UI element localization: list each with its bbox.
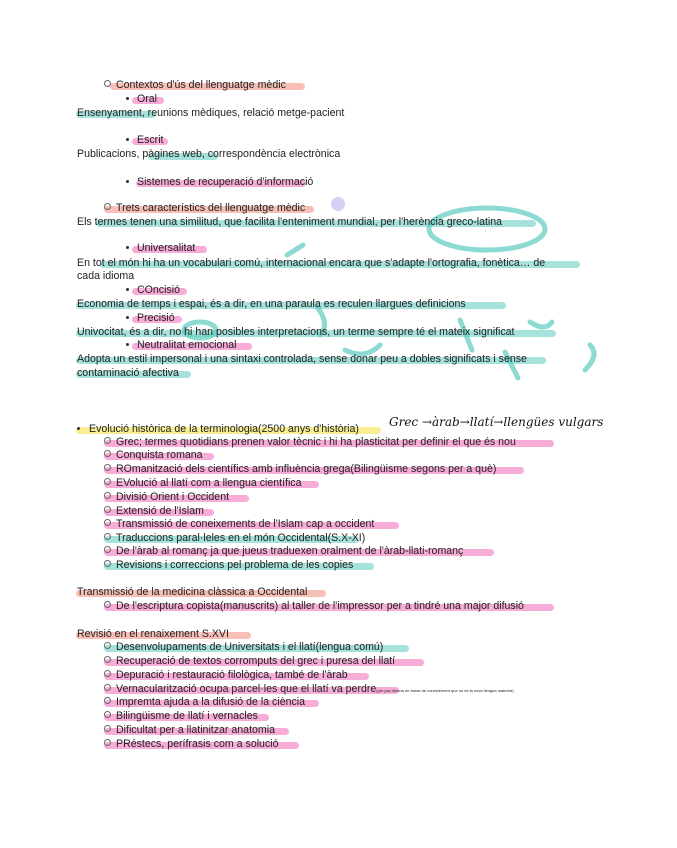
universalitat-item: [126, 242, 195, 255]
concisio-item: [126, 284, 180, 297]
universalitat-label: Universalitat: [137, 242, 196, 254]
contextos-item: [104, 79, 286, 92]
neutralitat-text-1: Adopta un estil impersonal i una sintaxi controlada, sense donar peu a dobles significats i sense: [77, 353, 527, 365]
escrit-item: [126, 134, 163, 147]
list-item: Desenvolupaments de Universitats i el llatí(lengua comú): [104, 641, 383, 654]
list-item: Grec; termes quotidians prenen valor tècnic i hi ha plasticitat per definir el que és nou: [104, 436, 516, 449]
list-item: Bilingüisme de llatí i vernacles: [104, 710, 258, 723]
list-item: Recuperació de textos corromputs del grec i puresa del llatí: [104, 655, 395, 668]
list-item: PRéstecs, perífrasis com a solució: [104, 738, 279, 751]
neutralitat-text-2: contaminació afectiva: [77, 367, 179, 379]
trets-label: Trets característics del llenguatge mèdic: [116, 202, 306, 214]
oral-label: Oral: [137, 93, 158, 105]
trets-item: [104, 202, 305, 215]
list-item: Extensió de l'Islam: [104, 505, 204, 518]
list-item: Divisió Orient i Occident: [104, 491, 229, 504]
precisio-label: Precisió: [137, 312, 175, 324]
trets-text: Els termes tenen una similitud, que facilita l'enteniment mundial, per l'herència greco-latina: [77, 216, 503, 228]
list-item: De l'àrab al romanç ja que jueus traduexen oralment de l'àrab-llati-romanç: [104, 545, 463, 558]
universalitat-text-2: cada idioma: [77, 270, 135, 282]
list-item: EVolució al llatí com a llengua científica: [104, 477, 302, 490]
sistemes-item: [126, 176, 313, 189]
universalitat-text-1: En tot el món hi ha un vocabulari comú, internacional encara que s'adapte l'ortografia, fonètica… de: [77, 257, 546, 269]
escrit-label: Escrit: [137, 134, 164, 146]
list-item: Traduccions paral·leles en el món Occidental(S.X-XI): [104, 532, 365, 545]
neutralitat-item: [126, 339, 237, 352]
precisio-text: Univocitat, és a dir, no hi han posibles interpretacions, un terme sempre té el mateix significat: [77, 326, 515, 338]
list-item: Dificultat per a llatinitzar anatomia: [104, 724, 275, 737]
concisio-label: COncisió: [137, 284, 180, 296]
list-item: Revisions i correccions pel problema de les copies: [104, 559, 353, 572]
list-item: Vernacularització ocupa parcel·les que el llatí va perdre(per poc idioma en àreas de coneixement que no es la nova llengua materna): [104, 683, 514, 697]
concisio-text: Economia de temps i espai, és a dir, en una paraula es reculen llargues definicions: [77, 298, 466, 310]
renaixement-heading: Revisió en el renaixement S.XVI: [77, 628, 229, 640]
precisio-item: [126, 312, 175, 325]
oral-item: [126, 93, 157, 106]
list-item: Conquista romana: [104, 449, 203, 462]
escrit-text: Publicacions, pàgines web, correspondència electrònica: [77, 148, 341, 160]
vernacular-note: (per poc idioma en àreas de coneixement que no es la nova llengua materna): [376, 688, 514, 693]
oral-text: Ensenyament, reunions mèdiques, relació metge-pacient: [77, 107, 345, 119]
evolucio-heading: [77, 423, 359, 436]
sistemes-label: Sistemes de recuperació d'informació: [137, 176, 314, 188]
handwritten-note: Grec →àrab→llatí→llengües vulgars: [389, 415, 604, 429]
contextos-label: Contextos d'ús del llenguatge mèdic: [116, 79, 286, 91]
list-item: Impremta ajuda a la difusió de la ciència: [104, 696, 305, 709]
list-item: ROmanització dels científics amb influència grega(Bilingüisme segons per a què): [104, 463, 496, 476]
evolucio-label: Evolució històrica de la terminologia(2500 anys d'història): [89, 423, 359, 435]
transmissio-heading: Transmissió de la medicina clàssica a Occidental: [77, 586, 308, 598]
list-item: De l'escriptura copista(manuscrits) al taller de l'impressor per a tindré una major difusió: [104, 600, 524, 613]
neutralitat-label: Neutralitat emocional: [137, 339, 237, 351]
list-item: Transmissió de coneixements de l'Islam cap a occident: [104, 518, 374, 531]
list-item: Depuració i restauració filològica, també de l'àrab: [104, 669, 348, 682]
